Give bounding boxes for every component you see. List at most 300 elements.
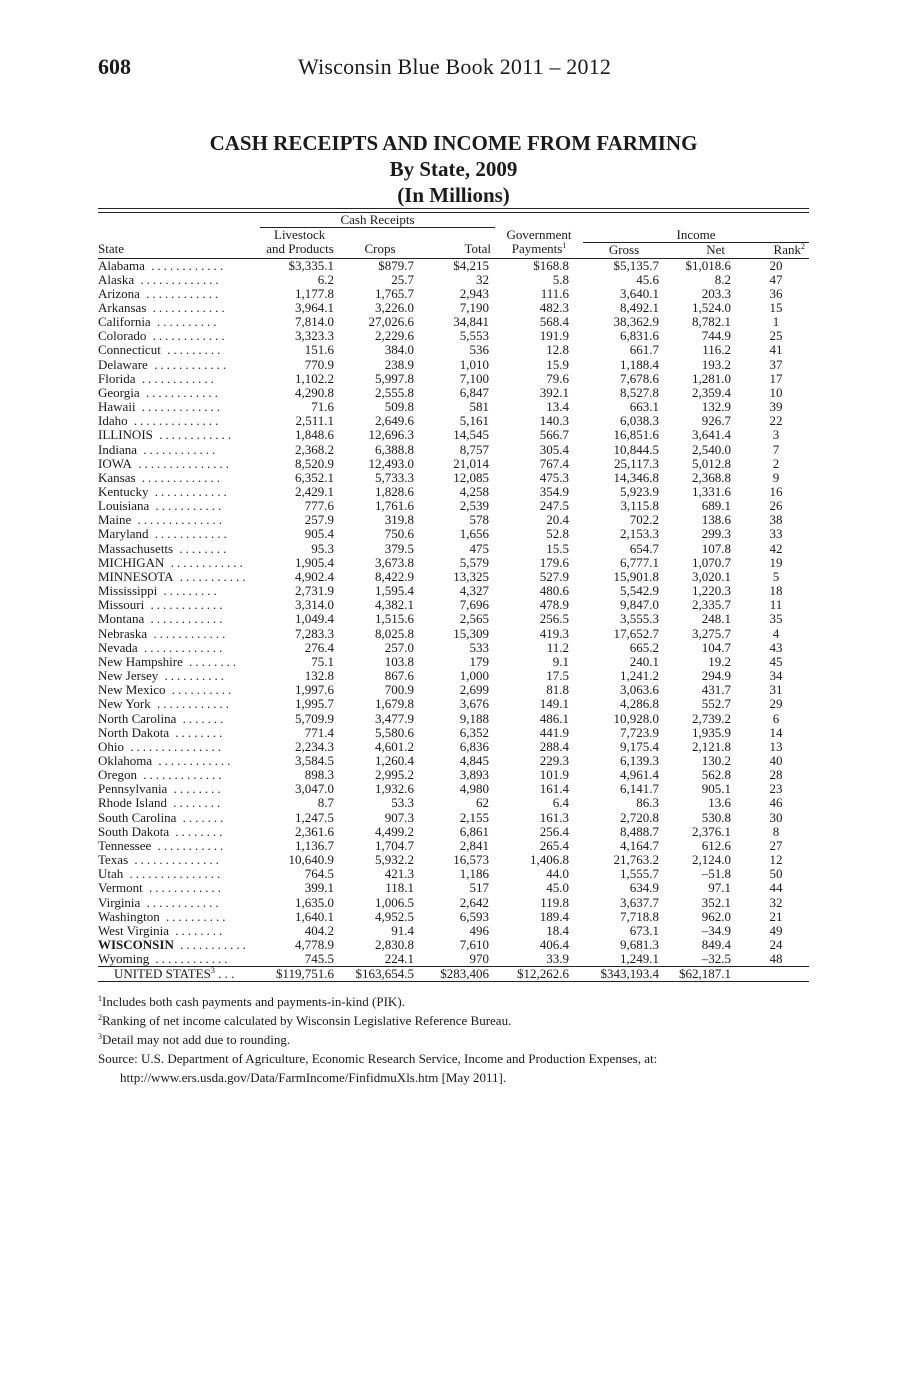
cell-government: 17.5 <box>546 669 569 684</box>
cell-rank: 46 <box>769 796 783 811</box>
cell-net: 1,281.0 <box>692 371 731 386</box>
cell-livestock: 771.4 <box>304 725 334 740</box>
cell-crops: $879.7 <box>378 258 414 273</box>
state-name: New York ............ <box>98 697 232 712</box>
cell-total: 15,309 <box>453 626 489 641</box>
table-row <box>98 811 809 825</box>
cell-net: 2,121.8 <box>692 739 731 754</box>
cell-crops: 2,229.6 <box>375 329 414 344</box>
state-name: ILLINOIS ............ <box>98 428 235 443</box>
cell-rank: 10 <box>769 385 783 400</box>
cell-rank: 37 <box>769 357 783 372</box>
cell-crops: 238.9 <box>384 357 414 372</box>
cell-crops: 2,555.8 <box>375 385 414 400</box>
table-row <box>98 542 809 556</box>
cell-government: 478.9 <box>539 598 569 613</box>
cell-rank: 26 <box>769 499 783 514</box>
cell-total: 2,841 <box>459 838 489 853</box>
state-name: North Carolina ....... <box>98 711 227 726</box>
cell-net: 1,935.9 <box>692 725 731 740</box>
cell-gross: 9,681.3 <box>620 938 659 952</box>
cell-livestock: 898.3 <box>304 768 334 783</box>
cell-livestock: 1,247.5 <box>295 810 334 825</box>
table-title-block <box>98 130 809 208</box>
cell-livestock: 3,323.3 <box>295 329 334 344</box>
cell-rank: 31 <box>769 683 783 698</box>
source-note: Source: U.S. Department of Agriculture, Economic Research Service, Income and Production Expenses, at: <box>98 1051 658 1066</box>
page-number: 608 <box>98 54 131 79</box>
cell-crops: 8,025.8 <box>375 626 414 641</box>
cell-government: 441.9 <box>539 725 569 740</box>
cell-government: 305.4 <box>539 442 569 457</box>
cell-government: 354.9 <box>539 485 569 499</box>
cell-total: $4,215 <box>453 258 489 273</box>
cell-gross: 6,831.6 <box>620 329 659 344</box>
cell-gross: 663.1 <box>629 400 659 415</box>
table-row <box>98 301 809 315</box>
state-name: California .......... <box>98 315 220 330</box>
cell-net: 562.8 <box>701 768 731 783</box>
cell-livestock: 3,964.1 <box>295 300 334 315</box>
cell-crops: 700.9 <box>384 683 414 698</box>
cell-total: 4,980 <box>459 782 489 797</box>
state-name: New Hampshire ........ <box>98 654 240 669</box>
cell-gross: 10,844.5 <box>613 442 659 457</box>
cell-crops: 27,026.6 <box>368 315 414 330</box>
cell-crops: 384.0 <box>384 343 414 358</box>
cell-gross: 4,164.7 <box>620 838 659 853</box>
cell-gross: 7,723.9 <box>620 725 659 740</box>
cell-rank: 44 <box>769 881 783 896</box>
cell-government: 229.3 <box>539 753 569 768</box>
state-name: Oregon ............. <box>98 768 225 783</box>
state-name: Idaho .............. <box>98 414 222 429</box>
cell-net: 116.2 <box>702 343 731 358</box>
cell-livestock: 276.4 <box>304 640 334 655</box>
total-government: $12,262.6 <box>495 967 583 982</box>
cell-government: 406.4 <box>539 938 569 952</box>
table-title: CASH RECEIPTS AND INCOME FROM FARMING <box>209 131 698 155</box>
cell-rank: 29 <box>769 697 783 712</box>
cell-total: 21,014 <box>453 456 489 471</box>
table-row <box>98 386 809 400</box>
cell-government: 419.3 <box>539 626 569 641</box>
cell-government: 288.4 <box>539 739 569 754</box>
cell-gross: 240.1 <box>629 654 659 669</box>
cell-net: 138.6 <box>701 513 731 528</box>
state-name: South Carolina ....... <box>98 810 227 825</box>
cell-net: 689.1 <box>701 499 731 514</box>
state-name: Kentucky ............ <box>98 485 230 499</box>
cell-total: 578 <box>469 513 489 528</box>
cell-livestock: 770.9 <box>304 357 334 372</box>
table-row <box>98 598 809 612</box>
header-crops: Crops <box>340 242 420 258</box>
table-body <box>98 258 809 982</box>
cell-net: 193.2 <box>701 357 731 372</box>
cell-crops: 379.5 <box>384 541 414 556</box>
total-row <box>98 967 809 982</box>
state-name: Alaska ............. <box>98 272 222 287</box>
table-row <box>98 669 809 683</box>
cell-rank: 27 <box>769 838 783 853</box>
cell-rank: 5 <box>772 569 780 584</box>
cell-total: 7,190 <box>459 300 489 315</box>
cell-crops: 2,995.2 <box>375 768 414 783</box>
cell-gross: 8,492.1 <box>620 300 659 315</box>
cell-gross: 10,928.0 <box>613 711 659 726</box>
table-row <box>98 697 809 711</box>
state-name: Montana ............ <box>98 612 226 627</box>
cell-gross: 21,763.2 <box>613 853 659 868</box>
cell-net: 132.9 <box>701 400 731 415</box>
cell-rank: 40 <box>769 753 783 768</box>
cell-total: 6,836 <box>459 739 489 754</box>
cell-rank: 23 <box>769 782 783 797</box>
footnotes <box>98 992 809 1087</box>
cell-gross: 4,961.4 <box>620 768 659 783</box>
cell-rank: 28 <box>769 768 783 783</box>
cell-government: 13.4 <box>546 400 569 415</box>
cell-gross: 5,542.9 <box>620 584 659 599</box>
table-row <box>98 641 809 655</box>
cell-rank: 20 <box>769 258 783 273</box>
header-gross: Gross <box>583 242 665 258</box>
cell-net: 2,368.8 <box>692 470 731 485</box>
cell-livestock: 2,511.1 <box>295 414 334 429</box>
cell-net: 1,331.6 <box>692 485 731 499</box>
cell-gross: 7,678.6 <box>620 371 659 386</box>
cell-total: 536 <box>469 343 489 358</box>
cell-government: 1,406.8 <box>530 853 569 868</box>
state-name: WISCONSIN ........... <box>98 938 249 952</box>
cell-livestock: 4,902.4 <box>295 569 334 584</box>
table-row <box>98 627 809 641</box>
cell-livestock: 75.1 <box>311 654 334 669</box>
table-row <box>98 400 809 414</box>
state-name: Delaware ............ <box>98 357 230 372</box>
cell-rank: 43 <box>769 640 783 655</box>
cell-net: 530.8 <box>701 810 731 825</box>
cell-government: 111.6 <box>540 286 569 301</box>
cell-total: 34,841 <box>453 315 489 330</box>
table-subtitle: By State, 2009 <box>389 157 518 181</box>
cell-rank: 32 <box>769 895 783 910</box>
cell-livestock: 3,584.5 <box>295 753 334 768</box>
cell-rank: 30 <box>769 810 783 825</box>
cell-rank: 21 <box>769 909 783 924</box>
cell-gross: 6,038.3 <box>620 414 659 429</box>
cell-livestock: 8.7 <box>317 796 334 811</box>
cell-crops: 103.8 <box>384 654 414 669</box>
cell-crops: 1,704.7 <box>375 838 414 853</box>
cell-net: 299.3 <box>701 527 731 542</box>
cell-rank: 50 <box>769 867 783 882</box>
cell-total: 9,188 <box>459 711 489 726</box>
cell-net: 203.3 <box>701 286 731 301</box>
cell-government: 9.1 <box>552 654 569 669</box>
cell-gross: 9,847.0 <box>620 598 659 613</box>
header-livestock-products: and Products <box>260 242 340 258</box>
cell-net: 97.1 <box>708 881 731 896</box>
cell-crops: 1,679.8 <box>375 697 414 712</box>
cell-net: 8.2 <box>714 272 731 287</box>
table-row <box>98 910 809 924</box>
cell-crops: 4,601.2 <box>375 739 414 754</box>
cell-livestock: 764.5 <box>304 867 334 882</box>
cell-net: 1,070.7 <box>692 555 731 570</box>
cell-crops: 2,830.8 <box>375 938 414 952</box>
cell-government: $168.8 <box>533 258 569 273</box>
cell-total: 3,676 <box>459 697 489 712</box>
cell-crops: 3,226.0 <box>375 300 414 315</box>
table-row <box>98 952 809 967</box>
cell-rank: 16 <box>769 485 783 499</box>
cell-gross: 7,718.8 <box>620 909 659 924</box>
table-row <box>98 428 809 442</box>
state-name: Virginia ............ <box>98 895 222 910</box>
cell-rank: 6 <box>772 711 780 726</box>
cell-net: 962.0 <box>701 909 731 924</box>
cell-rank: 39 <box>769 400 783 415</box>
cell-gross: 4,286.8 <box>620 697 659 712</box>
cell-rank: 3 <box>772 428 780 443</box>
cell-gross: 1,241.2 <box>620 669 659 684</box>
cell-net: 130.2 <box>701 753 731 768</box>
cell-total: 6,352 <box>459 725 489 740</box>
state-name: Mississippi ......... <box>98 584 220 599</box>
cell-government: 79.6 <box>546 371 569 386</box>
cell-government: 140.3 <box>539 414 569 429</box>
cell-rank: 34 <box>769 669 783 684</box>
cell-government: 33.9 <box>546 952 569 967</box>
cell-livestock: 6,352.1 <box>295 470 334 485</box>
table-row <box>98 499 809 513</box>
cell-crops: 319.8 <box>384 513 414 528</box>
cell-net: 3,020.1 <box>692 569 731 584</box>
table-row <box>98 924 809 938</box>
cell-rank: 12 <box>769 853 783 868</box>
cell-livestock: 7,814.0 <box>295 315 334 330</box>
cell-government: 15.9 <box>546 357 569 372</box>
cell-government: 20.4 <box>546 513 569 528</box>
cell-livestock: $3,335.1 <box>288 258 334 273</box>
cell-government: 18.4 <box>546 923 569 938</box>
cell-net: 5,012.8 <box>692 456 731 471</box>
total-total: $283,406 <box>420 967 495 982</box>
cell-rank: 18 <box>769 584 783 599</box>
state-name: Maine .............. <box>98 513 225 528</box>
state-name: Arizona ............ <box>98 286 222 301</box>
cell-government: 256.4 <box>539 824 569 839</box>
table-row <box>98 513 809 527</box>
cell-crops: 118.1 <box>385 881 414 896</box>
cell-total: 2,565 <box>459 612 489 627</box>
cell-rank: 4 <box>772 626 780 641</box>
cell-gross: 3,115.8 <box>620 499 659 514</box>
cell-total: 12,085 <box>453 470 489 485</box>
cell-crops: 5,733.3 <box>375 470 414 485</box>
cell-gross: 654.7 <box>629 541 659 556</box>
cell-livestock: 1,905.4 <box>295 555 334 570</box>
cell-government: 482.3 <box>539 300 569 315</box>
cell-government: 566.7 <box>539 428 569 443</box>
table-row <box>98 527 809 541</box>
header-total: Total <box>420 242 495 258</box>
table-row <box>98 740 809 754</box>
state-name: Indiana ............ <box>98 442 219 457</box>
cell-gross: 661.7 <box>629 343 659 358</box>
header-state: State <box>98 242 260 258</box>
cell-livestock: 95.3 <box>311 541 334 556</box>
cell-rank: 24 <box>769 938 783 952</box>
table-row <box>98 315 809 329</box>
cell-total: 5,161 <box>459 414 489 429</box>
cell-government: 119.8 <box>540 895 569 910</box>
cell-government: 161.4 <box>539 782 569 797</box>
cell-government: 247.5 <box>539 499 569 514</box>
table-row <box>98 457 809 471</box>
cell-livestock: 257.9 <box>304 513 334 528</box>
cell-net: 3,641.4 <box>692 428 731 443</box>
cell-total: 3,893 <box>459 768 489 783</box>
total-livestock: $119,751.6 <box>260 967 340 982</box>
cell-gross: 38,362.9 <box>613 315 659 330</box>
cell-net: 612.6 <box>701 838 731 853</box>
cell-government: 15.5 <box>546 541 569 556</box>
cell-government: 189.4 <box>539 909 569 924</box>
cell-total: 14,545 <box>453 428 489 443</box>
cell-total: 62 <box>476 796 489 811</box>
cell-total: 2,155 <box>459 810 489 825</box>
table-row <box>98 839 809 853</box>
cell-livestock: 1,102.2 <box>295 371 334 386</box>
cell-net: 13.6 <box>708 796 731 811</box>
cell-government: 5.8 <box>552 272 569 287</box>
table-row <box>98 273 809 287</box>
table-row <box>98 754 809 768</box>
state-name: Kansas ............. <box>98 470 224 485</box>
table-row <box>98 570 809 584</box>
cell-crops: 12,493.0 <box>368 456 414 471</box>
cell-total: 5,579 <box>459 555 489 570</box>
cell-total: 970 <box>469 952 489 967</box>
cell-crops: 867.6 <box>384 669 414 684</box>
cell-livestock: 151.6 <box>304 343 334 358</box>
cell-crops: 1,828.6 <box>375 485 414 499</box>
cell-net: 926.7 <box>701 414 731 429</box>
cell-crops: 8,422.9 <box>375 569 414 584</box>
table-row <box>98 881 809 895</box>
state-name: Tennessee ........... <box>98 838 227 853</box>
cell-gross: 6,139.3 <box>620 753 659 768</box>
total-net: $62,187.1 <box>665 967 743 982</box>
cell-government: 486.1 <box>539 711 569 726</box>
table-row <box>98 896 809 910</box>
cell-gross: 3,555.3 <box>620 612 659 627</box>
cell-government: 256.5 <box>539 612 569 627</box>
cell-rank: 22 <box>769 414 783 429</box>
cell-gross: 25,117.3 <box>613 456 659 471</box>
table-row <box>98 938 809 952</box>
cell-crops: 224.1 <box>384 952 414 967</box>
cell-net: $1,018.6 <box>685 258 731 273</box>
cell-total: 7,610 <box>459 938 489 952</box>
cell-gross: 1,188.4 <box>620 357 659 372</box>
cell-livestock: 1,136.7 <box>295 838 334 853</box>
cell-gross: 2,720.8 <box>620 810 659 825</box>
cell-net: 8,782.1 <box>692 315 731 330</box>
cell-total: 4,845 <box>459 753 489 768</box>
total-rank <box>743 967 809 982</box>
cell-government: 265.4 <box>539 838 569 853</box>
cell-total: 1,656 <box>459 527 489 542</box>
cell-total: 581 <box>469 400 489 415</box>
cell-rank: 7 <box>772 442 780 457</box>
cell-total: 5,553 <box>459 329 489 344</box>
cell-crops: 509.8 <box>384 400 414 415</box>
cell-government: 767.4 <box>539 456 569 471</box>
cell-total: 4,327 <box>459 584 489 599</box>
cell-rank: 33 <box>769 527 783 542</box>
cell-total: 6,847 <box>459 385 489 400</box>
cell-gross: 17,652.7 <box>613 626 659 641</box>
state-name: Hawaii ............. <box>98 400 224 415</box>
total-row-label: UNITED STATES$^3$ . . . <box>98 967 260 982</box>
cell-rank: 41 <box>769 343 783 358</box>
table-row <box>98 782 809 796</box>
cell-gross: 3,640.1 <box>620 286 659 301</box>
cell-rank: 9 <box>772 470 780 485</box>
table-row <box>98 556 809 570</box>
cell-crops: 1,595.4 <box>375 584 414 599</box>
state-name: Arkansas ............ <box>98 300 228 315</box>
cell-gross: 673.1 <box>629 923 659 938</box>
cell-total: 6,593 <box>459 909 489 924</box>
total-crops: $163,654.5 <box>340 967 420 982</box>
cell-gross: 1,249.1 <box>620 952 659 967</box>
state-name: Georgia ............ <box>98 385 221 400</box>
cell-livestock: 5,709.9 <box>295 711 334 726</box>
state-name: Washington .......... <box>98 909 229 924</box>
header-government: Government <box>506 226 572 242</box>
cell-total: 1,186 <box>459 867 489 882</box>
table-units: (In Millions) <box>397 183 510 207</box>
cell-rank: 8 <box>772 824 780 839</box>
cell-livestock: 4,778.9 <box>295 938 334 952</box>
cell-crops: 12,696.3 <box>368 428 414 443</box>
cell-net: 2,376.1 <box>692 824 731 839</box>
cell-net: 294.9 <box>701 669 731 684</box>
cell-total: 1,010 <box>459 357 489 372</box>
cell-rank: 2 <box>772 456 780 471</box>
table-row <box>98 584 809 598</box>
cell-livestock: 1,635.0 <box>295 895 334 910</box>
state-name: New Mexico .......... <box>98 683 235 698</box>
cell-total: 2,539 <box>459 499 489 514</box>
state-name: Massachusetts ........ <box>98 541 230 556</box>
table-row <box>98 287 809 301</box>
cell-total: 6,861 <box>459 824 489 839</box>
cell-crops: 257.0 <box>384 640 414 655</box>
table-row <box>98 768 809 782</box>
header-livestock: Livestock <box>274 227 326 242</box>
state-name: Louisiana ........... <box>98 499 225 514</box>
cell-net: 248.1 <box>701 612 731 627</box>
state-name: Pennsylvania ........ <box>98 782 224 797</box>
cell-livestock: 4,290.8 <box>295 385 334 400</box>
cell-total: 2,642 <box>459 895 489 910</box>
